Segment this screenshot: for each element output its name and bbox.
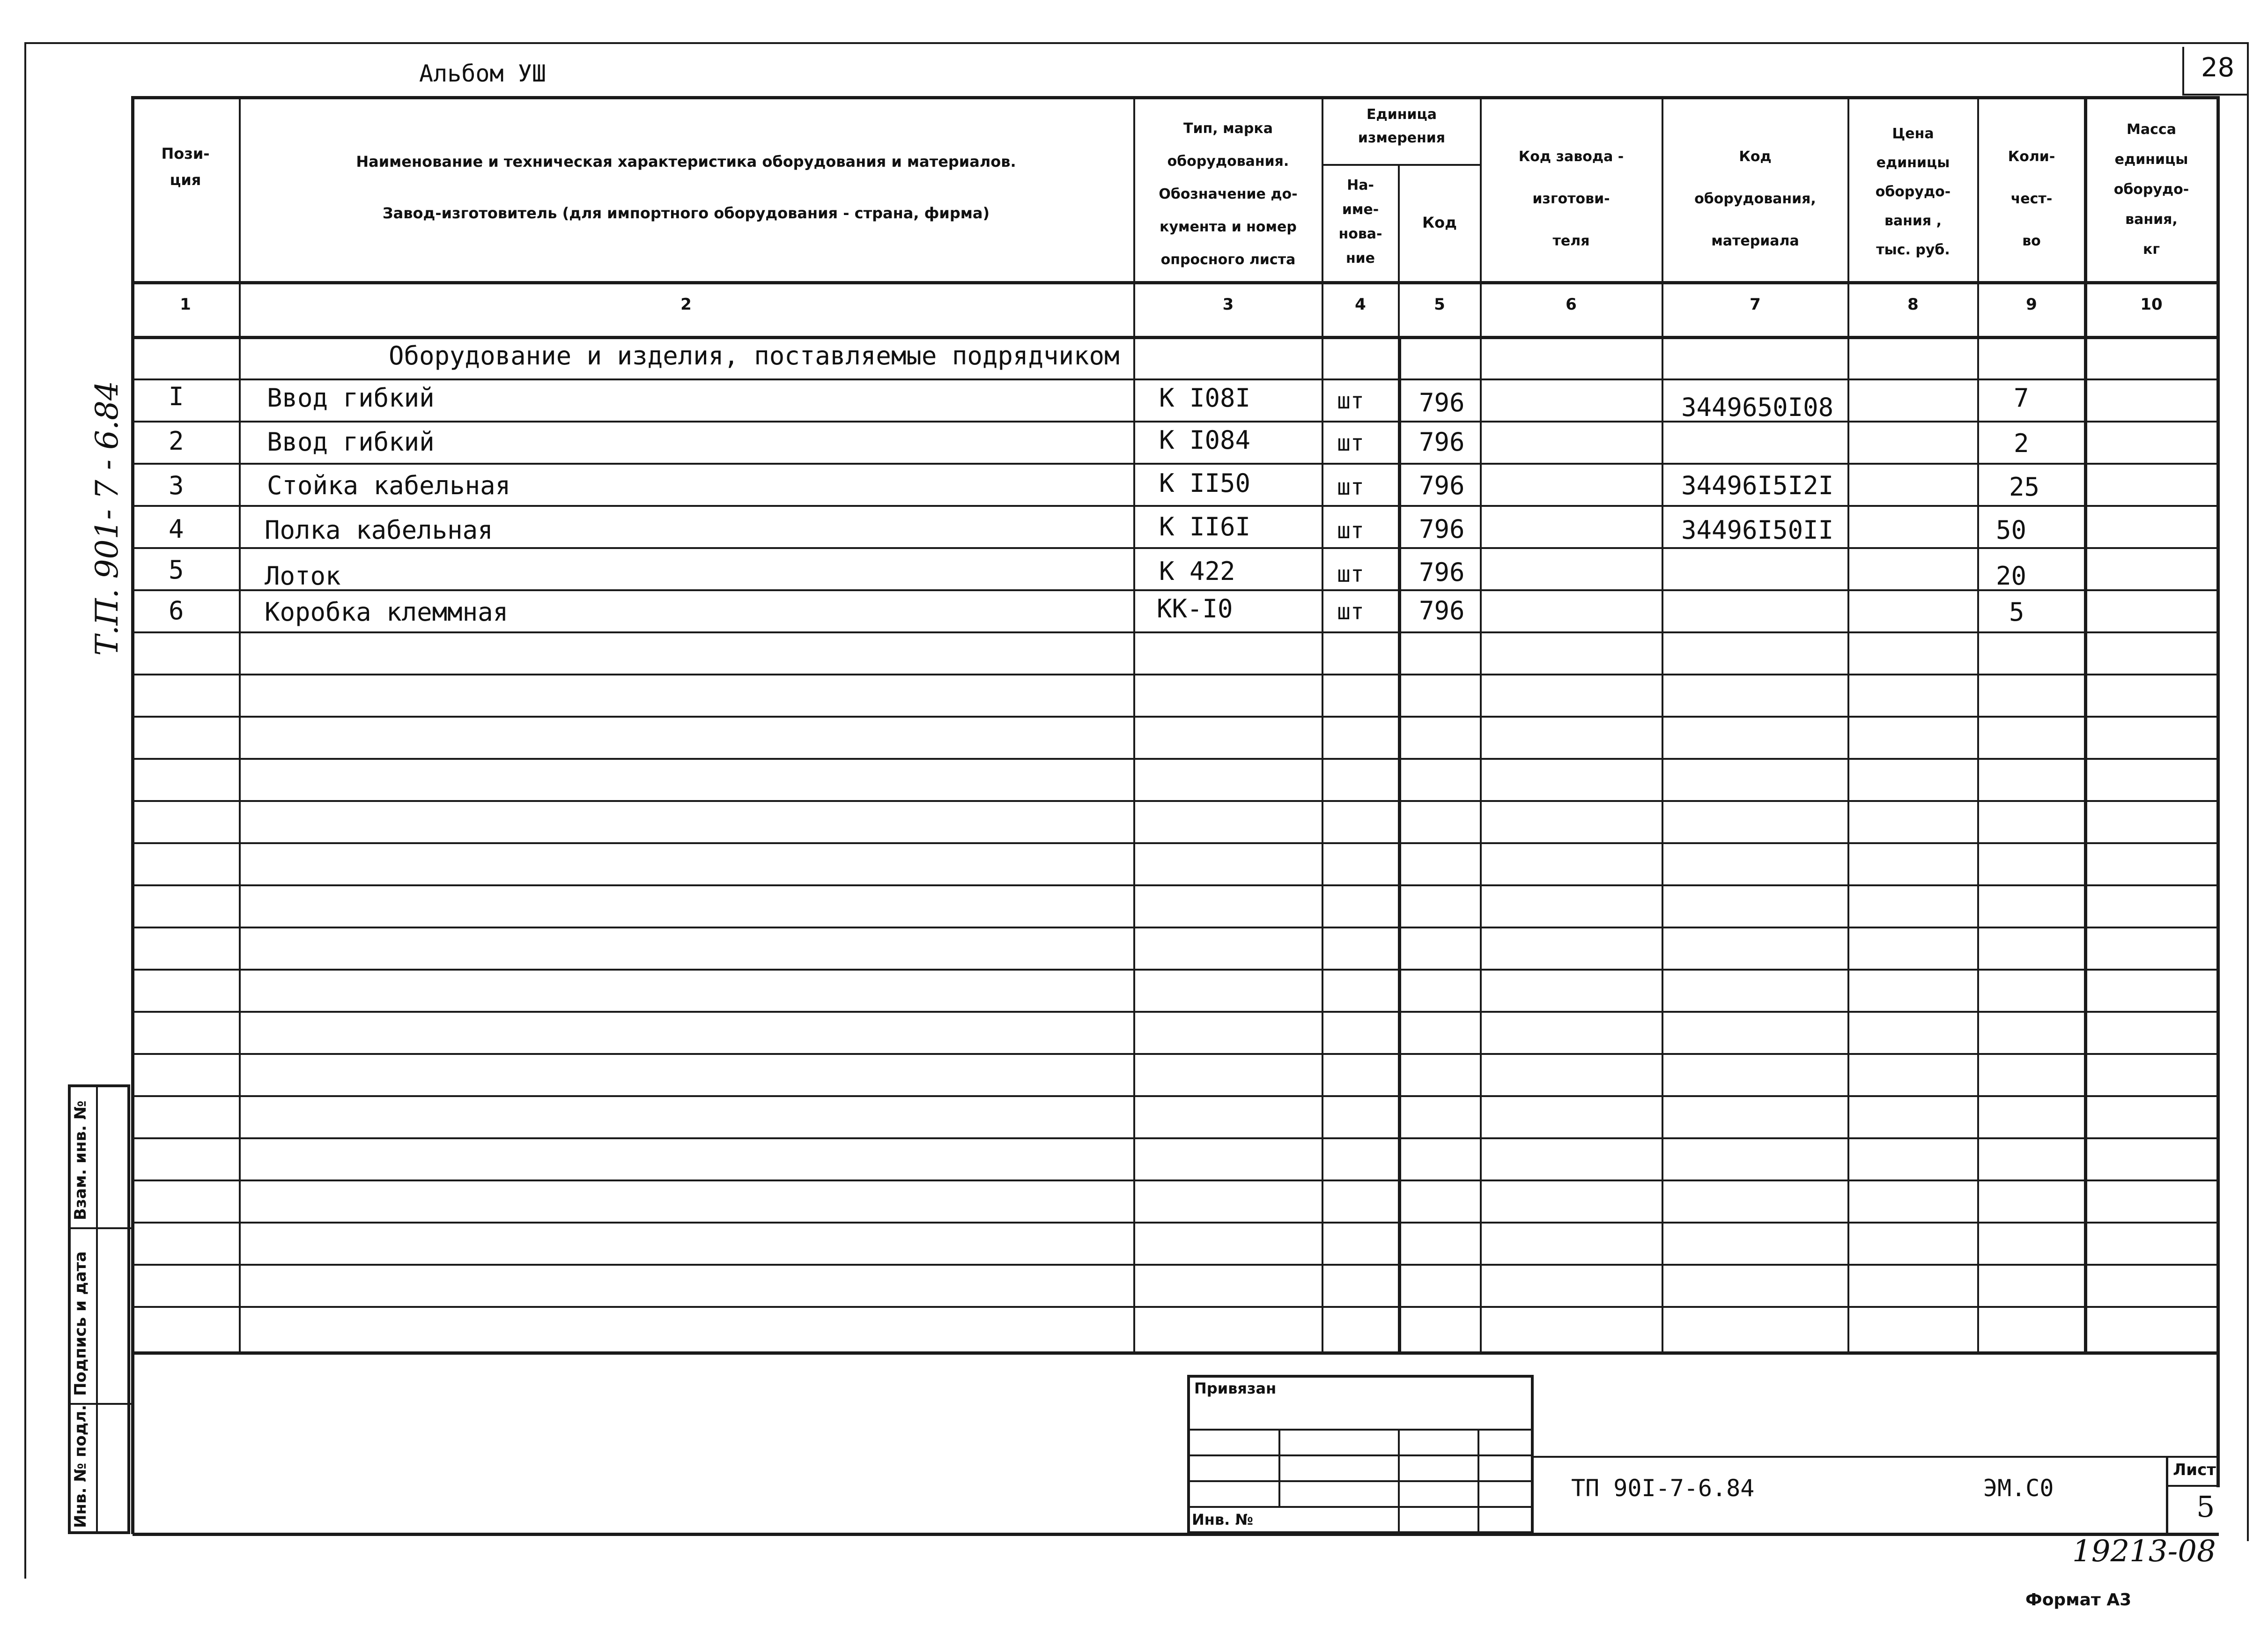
- row-unit: шт: [1337, 599, 1364, 625]
- row-equipment-code: 3449650I08: [1681, 393, 1834, 422]
- header-unit-name: На- име- нова- ние: [1338, 177, 1382, 267]
- row-line: [133, 1306, 2219, 1308]
- row-name: Лоток: [265, 561, 341, 591]
- privyazan-label: Привязан: [1194, 1380, 1277, 1397]
- unit-split-line: [1322, 164, 1481, 166]
- row-position: I: [169, 382, 184, 411]
- row-unit-code: 796: [1419, 596, 1465, 625]
- album-title: Альбом УШ: [419, 60, 546, 87]
- doc-mark: ЭМ.С0: [1983, 1475, 2054, 1502]
- row-line: [133, 884, 2219, 886]
- header-quantity: Коли- чест- во: [2008, 148, 2055, 249]
- inv-no-label: Инв. №: [1192, 1511, 1253, 1528]
- header-position: Пози- ция: [161, 145, 210, 189]
- side-stamp-line: [68, 1227, 131, 1229]
- row-type: КК-I0: [1157, 594, 1233, 623]
- col-number-8: 8: [1907, 295, 1919, 314]
- page-number: 28: [2201, 52, 2235, 83]
- side-code: Т.П. 901- 7 - 6.84: [89, 381, 125, 656]
- col-number-10: 10: [2140, 295, 2163, 314]
- row-line: [133, 758, 2219, 760]
- row-name: Полка кабельная: [265, 515, 493, 545]
- row-line: [133, 800, 2219, 802]
- row-type: К I08I: [1159, 383, 1251, 413]
- row-type: К II50: [1159, 468, 1251, 498]
- row-unit: шт: [1337, 561, 1364, 587]
- row-line: [133, 1137, 2219, 1139]
- row-line: [133, 1264, 2219, 1266]
- privyazan-line: [1187, 1429, 1534, 1431]
- row-line: [133, 1222, 2219, 1224]
- frame-top: [26, 42, 2248, 44]
- row-name: Стойка кабельная: [267, 471, 511, 500]
- row-unit: шт: [1337, 518, 1364, 544]
- col-line: [239, 96, 241, 1352]
- row-name: Коробка клеммная: [265, 597, 509, 627]
- row-line: [133, 378, 2219, 380]
- row-position: 2: [169, 426, 184, 456]
- list-label: Лист: [2173, 1461, 2216, 1479]
- col-line: [1480, 96, 1482, 1352]
- col-number-3: 3: [1222, 295, 1234, 314]
- row-quantity: 2: [2014, 429, 2029, 458]
- row-line: [133, 421, 2219, 423]
- col-number-4: 4: [1355, 295, 1366, 314]
- header-unit-code: Код: [1422, 214, 1457, 231]
- row-line: [133, 1095, 2219, 1097]
- row-line: [133, 463, 2219, 465]
- row-equipment-code: 34496I5I2I: [1681, 471, 1834, 500]
- side-label-vzam: Взам. инв. №: [71, 1100, 90, 1220]
- col-line-bold: [2084, 96, 2087, 1352]
- header-type: Тип, марка оборудования. Обозначение до- кумента и номер опросного листа: [1159, 120, 1298, 268]
- row-unit-code: 796: [1419, 427, 1465, 457]
- row-type: К I084: [1159, 425, 1251, 455]
- row-unit-code: 796: [1419, 557, 1465, 587]
- col-line: [1133, 96, 1135, 1352]
- frame-right: [2247, 42, 2249, 1541]
- side-stamp-divider: [96, 1084, 98, 1534]
- col-number-5: 5: [1434, 295, 1445, 314]
- row-name: Ввод гибкий: [267, 427, 435, 457]
- row-type: К 422: [1159, 556, 1235, 586]
- header-mass: Масса единицы оборудо- вания, кг: [2113, 121, 2189, 258]
- row-line: [133, 674, 2219, 675]
- row-line: [133, 631, 2219, 633]
- col-line: [1662, 96, 1663, 1352]
- privyazan-line: [1187, 1506, 1534, 1508]
- row-quantity: 50: [1996, 515, 2027, 545]
- row-unit-code: 796: [1419, 514, 1465, 544]
- side-label-inv-podl: Инв. № подл.: [71, 1404, 90, 1528]
- row-unit-code: 796: [1419, 471, 1465, 500]
- header-plant-code: Код завода - изготови- теля: [1518, 148, 1624, 249]
- list-number: 5: [2196, 1490, 2215, 1524]
- row-unit: шт: [1337, 388, 1364, 414]
- row-line: [133, 969, 2219, 971]
- list-cell-line: [2166, 1485, 2217, 1487]
- row-line: [133, 547, 2219, 549]
- row-unit: шт: [1337, 430, 1364, 456]
- row-equipment-code: 34496I50II: [1681, 515, 1834, 545]
- privyazan-line: [1187, 1454, 1534, 1456]
- row-line: [133, 1011, 2219, 1013]
- header-name: Наименование и техническая характеристика оборудования и материалов. Завод-изготовитель (для импортного оборудования - страна, фирма): [356, 153, 1016, 222]
- row-line: [133, 589, 2219, 591]
- privyazan-vline: [1478, 1429, 1479, 1534]
- row-unit: шт: [1337, 474, 1364, 500]
- header-unit-group: Единица измерения: [1358, 106, 1446, 146]
- frame-left: [24, 42, 26, 1579]
- col-number-6: 6: [1566, 295, 1577, 314]
- col-line: [1847, 96, 1849, 1352]
- col-number-1: 1: [180, 295, 191, 314]
- doc-code: ТП 90I-7-6.84: [1571, 1475, 1755, 1502]
- row-unit-code: 796: [1419, 388, 1465, 417]
- privyazan-vline: [1398, 1429, 1400, 1534]
- col-number-2: 2: [680, 295, 692, 314]
- col-line-bold: [1398, 336, 1401, 1352]
- privyazan-vline: [1278, 1429, 1280, 1506]
- row-quantity: 25: [2009, 472, 2040, 502]
- row-quantity: 7: [2014, 383, 2029, 413]
- row-line: [133, 1053, 2219, 1055]
- col-number-7: 7: [1750, 295, 1761, 314]
- table-bottom-line: [133, 1351, 2219, 1355]
- row-line: [133, 716, 2219, 718]
- header-price: Цена единицы оборудо- вания , тыс. руб.: [1875, 126, 1951, 258]
- col-number-9: 9: [2026, 295, 2037, 314]
- row-line: [133, 927, 2219, 928]
- row-position: 3: [169, 471, 184, 500]
- format-note: Формат А3: [2025, 1590, 2132, 1610]
- row-position: 6: [169, 596, 184, 625]
- header-bottom-line: [133, 281, 2219, 284]
- col-line: [1322, 96, 1323, 1352]
- col-line: [1977, 96, 1979, 1352]
- row-quantity: 20: [1996, 561, 2027, 591]
- row-type: К II6I: [1159, 512, 1251, 542]
- row-position: 4: [169, 514, 184, 544]
- colnum-bottom-line: [133, 336, 2219, 339]
- side-label-podpis: Подпись и дата: [71, 1251, 90, 1396]
- privyazan-line: [1187, 1480, 1534, 1482]
- row-name: Ввод гибкий: [267, 383, 435, 413]
- row-quantity: 5: [2009, 597, 2024, 627]
- row-line: [133, 1179, 2219, 1181]
- table-top-line: [133, 96, 2219, 99]
- title-block-bottom: [133, 1533, 2219, 1536]
- table-right-line: [2216, 96, 2220, 1487]
- section-title: Оборудование и изделия, поставляемые подрядчиком: [389, 341, 1120, 371]
- row-line: [133, 842, 2219, 844]
- header-equipment-code: Код оборудования, материала: [1694, 148, 1816, 249]
- row-line: [133, 505, 2219, 507]
- title-cell-top: [1534, 1456, 2217, 1458]
- archive-number: 19213-08: [2072, 1534, 2216, 1569]
- row-position: 5: [169, 555, 184, 585]
